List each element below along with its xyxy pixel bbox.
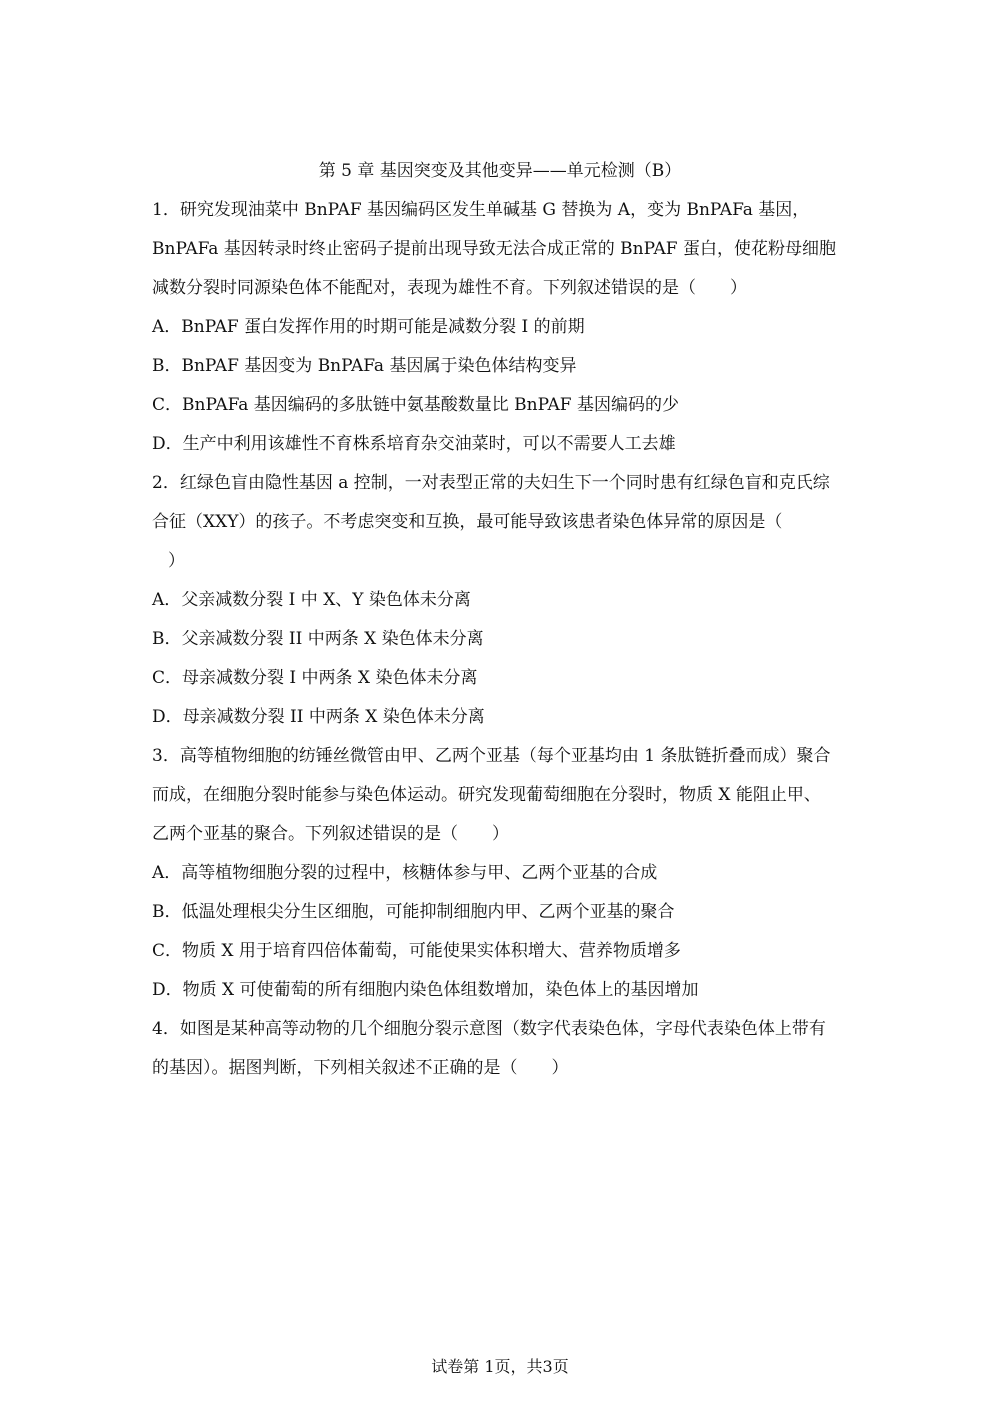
question-stem-line: BnPAFa 基因转录时终止密码子提前出现导致无法合成正常的 BnPAF 蛋白，使花粉母细胞	[152, 239, 836, 259]
option-b: B．BnPAF 基因变为 BnPAFa 基因属于染色体结构变异	[152, 356, 577, 376]
option-a: A．父亲减数分裂 I 中 X、Y 染色体未分离	[152, 590, 471, 610]
question-4	[152, 1017, 852, 1095]
option-b: B．低温处理根尖分生区细胞，可能抑制细胞内甲、乙两个亚基的聚合	[152, 902, 675, 922]
question-stem-line: 4．如图是某种高等动物的几个细胞分裂示意图（数字代表染色体，字母代表染色体上带有	[152, 1019, 826, 1039]
question-stem-line: 乙两个亚基的聚合。下列叙述错误的是（ ）	[152, 824, 509, 844]
option-d: D．物质 X 可使葡萄的所有细胞内染色体组数增加，染色体上的基因增加	[152, 980, 699, 1000]
question-stem-line: 3．高等植物细胞的纺锤丝微管由甲、乙两个亚基（每个亚基均由 1 条肽链折叠而成）聚合	[152, 746, 831, 766]
option-c: C．BnPAFa 基因编码的多肽链中氨基酸数量比 BnPAF 基因编码的少	[152, 395, 679, 415]
option-c: C．物质 X 用于培育四倍体葡萄，可能使果实体积增大、营养物质增多	[152, 941, 681, 961]
option-a: A．高等植物细胞分裂的过程中，核糖体参与甲、乙两个亚基的合成	[152, 863, 658, 883]
question-list	[152, 198, 852, 1095]
question-3	[152, 744, 852, 1017]
question-stem-line: 2．红绿色盲由隐性基因 a 控制，一对表型正常的夫妇生下一个同时患有红绿色盲和克氏综	[152, 473, 830, 493]
question-stem-line: ）	[168, 551, 185, 571]
question-1	[152, 198, 852, 471]
page-footer: 试卷第 1页，共3页	[431, 1357, 569, 1376]
option-d: D．生产中利用该雄性不育株系培育杂交油菜时，可以不需要人工去雄	[152, 434, 676, 454]
option-b: B．父亲减数分裂 II 中两条 X 染色体未分离	[152, 629, 484, 649]
option-c: C．母亲减数分裂 I 中两条 X 染色体未分离	[152, 668, 478, 688]
question-stem-line: 1．研究发现油菜中 BnPAF 基因编码区发生单碱基 G 替换为 A，变为 BnPAFa 基因，	[152, 200, 810, 220]
question-stem-line: 减数分裂时同源染色体不能配对，表现为雄性不育。下列叙述错误的是（ ）	[152, 278, 747, 298]
question-stem-line: 的基因）。据图判断，下列相关叙述不正确的是（ ）	[152, 1058, 569, 1078]
question-stem-line: 合征（XXY）的孩子。不考虑突变和互换，最可能导致该患者染色体异常的原因是（	[152, 512, 783, 532]
page-title: 第 5 章 基因突变及其他变异——单元检测（B）	[318, 161, 682, 181]
option-a: A．BnPAF 蛋白发挥作用的时期可能是减数分裂 I 的前期	[152, 317, 585, 337]
question-2	[152, 471, 852, 744]
question-stem-line: 而成，在细胞分裂时能参与染色体运动。研究发现葡萄细胞在分裂时，物质 X 能阻止甲、	[152, 785, 821, 805]
option-d: D．母亲减数分裂 II 中两条 X 染色体未分离	[152, 707, 485, 727]
